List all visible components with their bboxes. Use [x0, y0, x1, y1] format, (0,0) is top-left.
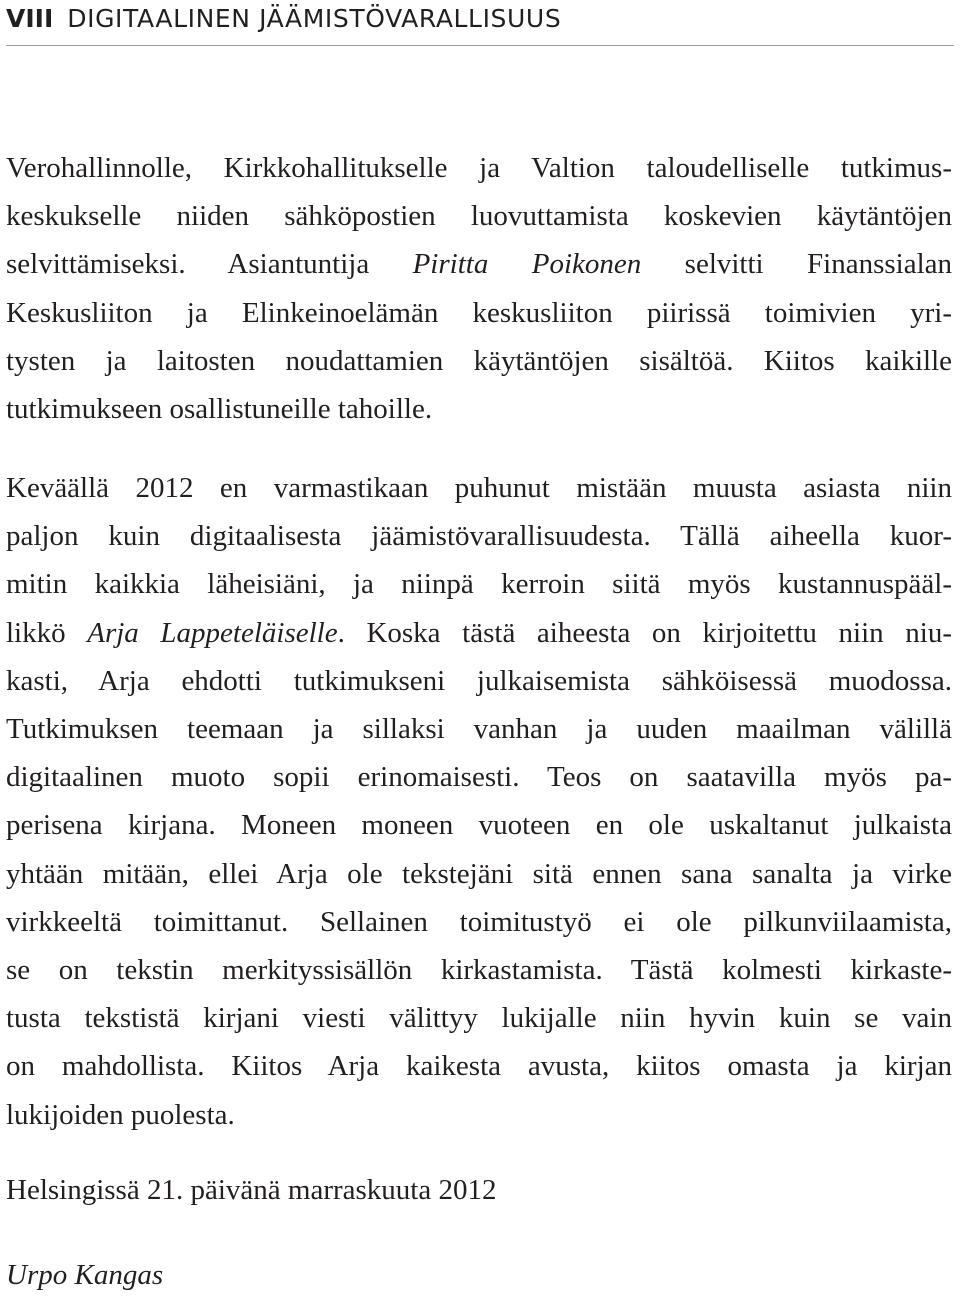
text-line: virkkeeltä toimittanut. Sellainen toimitustyö ei ole pilkunviilaamista,: [6, 905, 952, 938]
header-divider: [6, 45, 954, 46]
text-run: . Koska tästä aiheesta on kirjoitettu niin niu-: [337, 616, 952, 649]
text-run: selvitti Finanssialan: [641, 248, 952, 281]
text-line: mitin kaikkia läheisiäni, ja niinpä kerroin siitä myös kustannuspääl-: [6, 568, 952, 601]
text-line: se on tekstin merkityssisällön kirkastamista. Tästä kolmesti kirkaste-: [6, 954, 952, 987]
text-line: Keskusliiton ja Elinkeinoelämän keskusliiton piirissä toimivien yri-: [6, 296, 952, 329]
author-signature: Urpo Kangas: [6, 1259, 164, 1291]
text-run: selvittämiseksi. Asiantuntija: [6, 248, 413, 281]
paragraph-1: [6, 144, 952, 433]
text-line: lukijoiden puolesta.: [6, 1098, 235, 1131]
text-line: tysten ja laitosten noudattamien käytäntöjen sisältöä. Kiitos kaikille: [6, 344, 952, 377]
running-header: [6, 0, 561, 36]
person-name-italic: Piritta Poikonen: [412, 248, 642, 281]
chapter-number: VIII: [6, 3, 54, 33]
text-line: tusta tekstistä kirjani viesti välittyy lukijalle niin hyvin kuin se vain: [6, 1002, 952, 1035]
text-line: Verohallinnolle, Kirkkohallitukselle ja Valtion taloudelliselle tutkimus-: [6, 152, 952, 184]
text-line: yhtään mitään, ellei Arja ole tekstejäni sitä ennen sana sanalta ja virke: [6, 857, 952, 890]
text-run: likkö: [6, 616, 88, 649]
text-line: on mahdollista. Kiitos Arja kaikesta avusta, kiitos omasta ja kirjan: [6, 1050, 952, 1083]
text-line: keskukselle niiden sähköpostien luovuttamista koskevien käytäntöjen: [6, 200, 952, 233]
text-line: tutkimukseen osallistuneille tahoille.: [6, 393, 433, 426]
chapter-title: DIGITAALINEN JÄÄMISTÖVARALLISUUS: [67, 3, 562, 33]
person-name-italic: Arja Lappeteläiselle: [87, 616, 338, 649]
place-and-date: Helsingissä 21. päivänä marraskuuta 2012: [6, 1174, 497, 1206]
text-line: Keväällä 2012 en varmastikaan puhunut mistään muusta asiasta niin: [6, 472, 952, 504]
text-line: [6, 240, 952, 288]
text-line: perisena kirjana. Moneen moneen vuoteen en ole uskaltanut julkaista: [6, 809, 952, 842]
text-line: kasti, Arja ehdotti tutkimukseni julkaisemista sähköisessä muodossa.: [6, 664, 952, 697]
text-line: digitaalinen muoto sopii erinomaisesti. Teos on saatavilla myös pa-: [6, 761, 952, 794]
text-line: paljon kuin digitaalisesta jäämistövarallisuudesta. Tällä aiheella kuor-: [6, 520, 952, 553]
text-line: Tutkimuksen teemaan ja sillaksi vanhan ja uuden maailman välillä: [6, 713, 952, 746]
text-line: [6, 609, 952, 657]
paragraph-2: [6, 464, 952, 1139]
